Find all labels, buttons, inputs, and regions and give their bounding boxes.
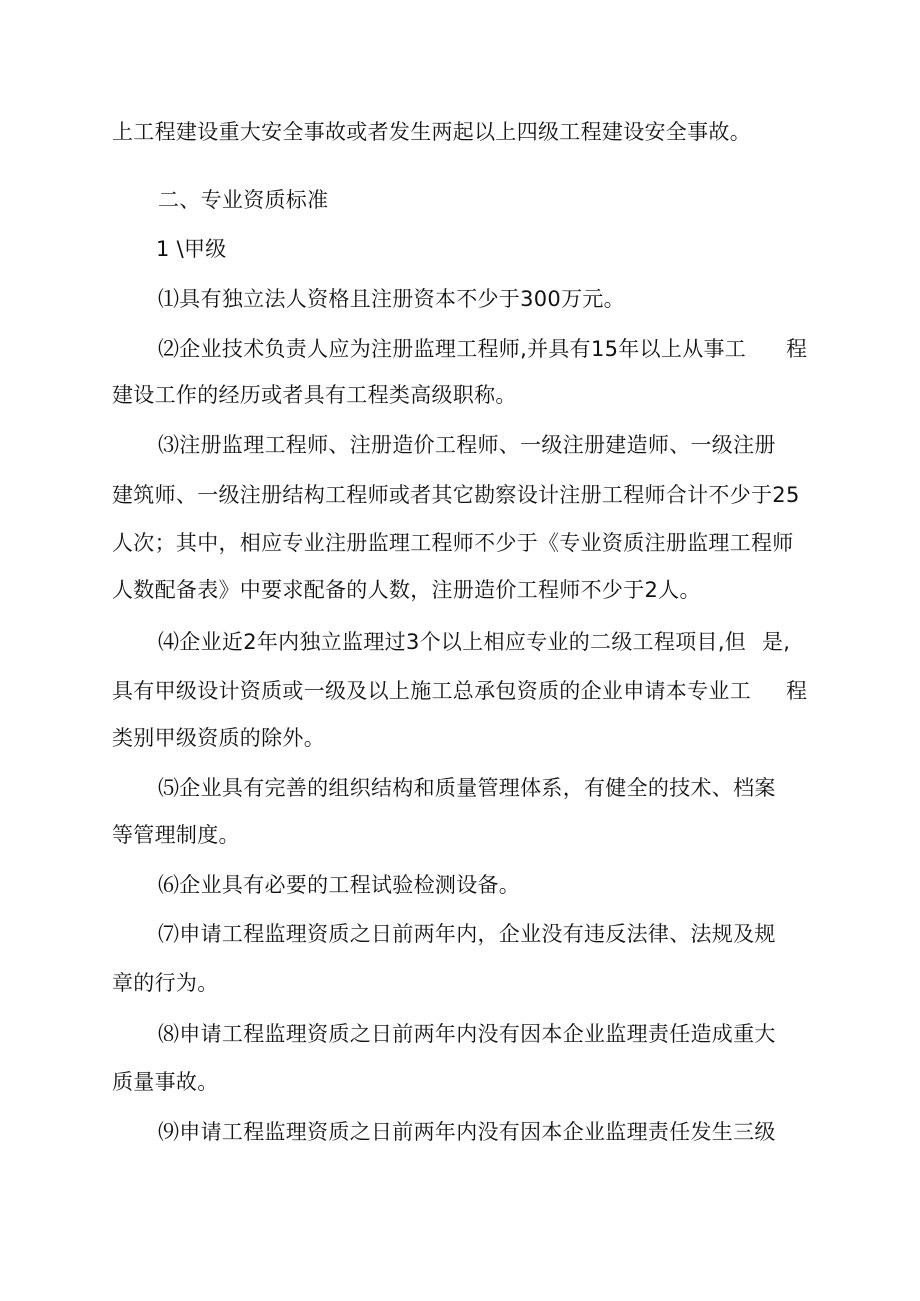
item-7-continuation: 章的行为。	[112, 971, 219, 995]
item-9-text: ⑼申请工程监理资质之日前两年内没有因本企业监理责任发生三级	[158, 1120, 776, 1144]
item-3-text: ⑶注册监理工程师、注册造价工程师、一级注册建造师、一级注册	[158, 433, 776, 457]
item-4-continuation-2: 类别甲级资质的除外。	[112, 726, 325, 750]
section-heading-text: 二、专业资质标准	[158, 188, 329, 212]
item-4-trailing-char: 程	[786, 679, 808, 703]
item-4-continuation-1: 具有甲级设计资质或一级及以上施工总承包资质的企业申请本专业工	[112, 679, 751, 703]
text-line-continuation: 上工程建设重大安全事故或者发生两起以上四级工程建设安全事故。	[112, 120, 751, 144]
item-7-text: ⑺申请工程监理资质之日前两年内，企业没有违反法律、法规及规	[158, 922, 776, 946]
item-8-continuation: 质量事故。	[112, 1070, 219, 1094]
item-1-text: ⑴具有独立法人资格且注册资本不少于300万元。	[158, 287, 625, 311]
item-5-continuation: 等管理制度。	[112, 823, 240, 847]
item-6-text: ⑹企业具有必要的工程试验检测设备。	[158, 873, 521, 897]
item-4-text: ⑷企业近2年内独立监理过3个以上相应专业的二级工程项目,但	[158, 630, 747, 654]
item-2-continuation: 建设工作的经历或者具有工程类高级职称。	[112, 383, 517, 407]
item-3-continuation-1: 建筑师、一级注册结构工程师或者其它勘察设计注册工程师合计不少于25	[112, 483, 800, 507]
item-8-text: ⑻申请工程监理资质之日前两年内没有因本企业监理责任造成重大	[158, 1022, 776, 1046]
item-2-trailing-char: 程	[786, 337, 808, 361]
item-5-text: ⑸企业具有完善的组织结构和质量管理体系，有健全的技术、档案	[158, 776, 776, 800]
item-3-continuation-2: 人次；其中，相应专业注册监理工程师不少于《专业资质注册监理工程师	[112, 531, 794, 555]
item-4-trailing-chars: 是,	[762, 630, 791, 654]
item-2-text: ⑵企业技术负责人应为注册监理工程师,并具有15年以上从事工	[158, 337, 747, 361]
subsection-heading-text: 1 \甲级	[156, 237, 227, 261]
item-3-continuation-3: 人数配备表》中要求配备的人数，注册造价工程师不少于2人。	[112, 578, 701, 602]
